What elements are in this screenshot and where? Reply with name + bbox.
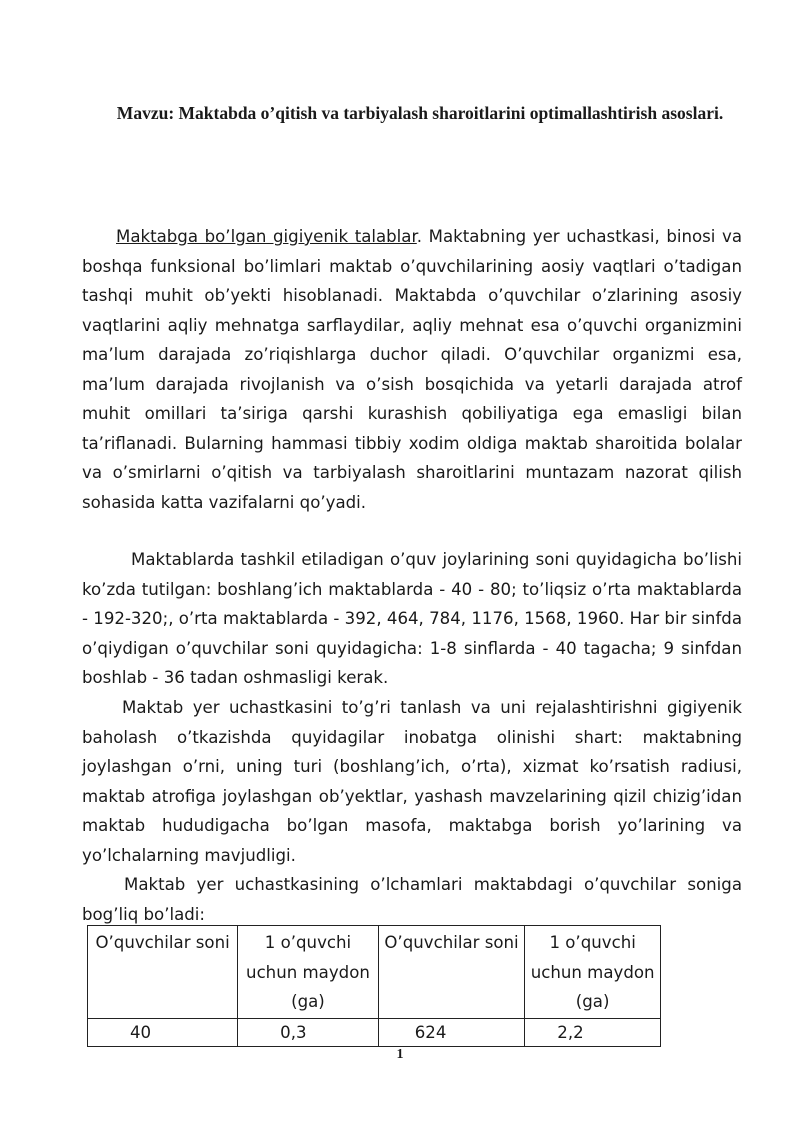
table-cell: 40 <box>88 1019 238 1047</box>
table-header-cell: 1 o’quvchi uchun maydon (ga) <box>238 926 379 1019</box>
table-header-cell: 1 o’quvchi uchun maydon (ga) <box>525 926 661 1019</box>
table-header-row <box>88 926 661 1019</box>
paragraph-2: Maktablarda tashkil etiladigan o’quv joylarining soni quyidagicha bo’lishi ko’zda tutilgan: boshlang’ich maktablarda - 40 - 80; to’liqsiz o’rta maktablarda - 192-320;, o’rta maktablarda - 392, 464, 784, 1176, 1568, 1960. Har bir sinfda o’qiydigan o’quvchilar soni quyidagicha: 1-8 sinflarda - 40 tagacha; 9 sinfdan boshlab - 36 tadan oshmasligi kerak. <box>82 550 742 687</box>
table-cell: 0,3 <box>238 1019 379 1047</box>
section-heading-underlined: Maktabga bo’lgan gigiyenik talablar <box>116 227 417 246</box>
paragraph-land-size <box>82 870 742 929</box>
page-number: 1 <box>396 1047 404 1062</box>
table-header-cell: O’quvchilar soni <box>378 926 525 1019</box>
table-cell: 624 <box>378 1019 525 1047</box>
document-title: Mavzu: Maktabda o’qitish va tarbiyalash sharoitlarini optimallashtirish asoslari. <box>116 103 724 123</box>
land-area-table <box>87 925 661 1047</box>
paragraph-1 <box>82 222 742 517</box>
paragraph-3: Maktab yer uchastkasini to’g’ri tanlash va uni rejalashtirishni gigiyenik baholash o’tkazishda quyidagilar inobatga olinishi shart: maktabning joylashgan o’rni, uning turi (boshlang’ich, o’rta), xizmat ko’rsatish radiusi, maktab atrofiga joylashgan ob’yektlar, yashash mavzelarining qizil chizig’idan maktab hududigacha bo’lgan masofa, maktabga borish yo’larining va yo’lchalarning mavjudligi. <box>82 698 742 865</box>
paragraph-study-places <box>82 545 742 693</box>
table-row <box>88 1019 661 1047</box>
table-header-cell: O’quvchilar soni <box>88 926 238 1019</box>
paragraph-hygiene-requirements <box>82 222 742 517</box>
paragraph-1-text: . Maktabning yer uchastkasi, binosi va boshqa funksional bo’limlari maktab o’quvchilarining aosiy vaqtlari o’tadigan tashqi muhit ob’yekti hisoblanadi. Maktabda o’quvchilar o’zlarining asosiy vaqtlarini aqliy mehnatga sarflaydilar, aqliy mehnat esa o’quvchi organizmini ma’lum darajada zo’riqishlarga duchor qiladi. O’quvchilar organizmi esa, ma’lum darajada rivojlanish va o’sish bosqichida va yetarli darajada atrof muhit omillari ta’siriga qarshi kurashish qobiliyatiga ega emasligi bilan ta’riflanadi. Bularning hammasi tibbiy xodim oldiga maktab sharoitida bolalar va o’smirlarni o’qitish va tarbiyalash sharoitlarini muntazam nazorat qilish sohasida katta vazifalarni qo’yadi. <box>82 227 743 512</box>
paragraph-4: Maktab yer uchastkasining o’lchamlari maktabdagi o’quvchilar soniga bog’liq bo’ladi: <box>82 875 742 924</box>
paragraph-land-selection <box>82 693 742 870</box>
table-cell: 2,2 <box>525 1019 661 1047</box>
